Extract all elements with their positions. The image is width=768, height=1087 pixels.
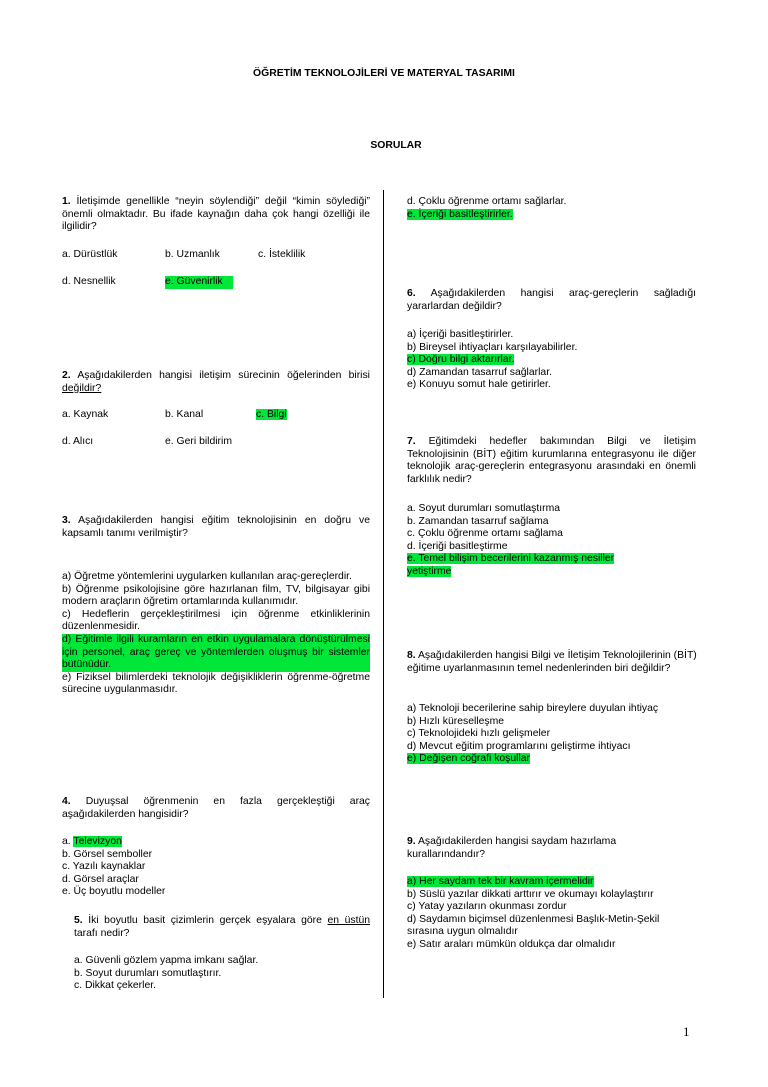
question-text: Aşağıdakilerden hangisi iletişim sürecinin öğelerinden birisi [77,370,370,381]
question-7 [407,436,696,486]
q8-options [407,703,707,766]
question-text: Aşağıdakilerden hangisi araç-gereçlerin sağladığı yararlardan değildir? [407,288,696,312]
q9-option-d: d) Saydamın biçimsel düzenlenmesi Başlık-Metin-Şekil sırasına uygun olmalıdır [407,913,660,938]
question-number: 1. [62,196,71,207]
q8-option-a: a) Teknoloji becerilerine sahip bireylere duyulan ihtiyaç [407,703,659,714]
q1-option-d: d. Nesnellik [62,276,116,287]
question-text: İki boyutlu basit çizimlerin gerçek eşyalara göre [88,915,328,926]
q7-option-a: a. Soyut durumları somutlaştırma [407,503,561,514]
q4-option-a: a. Televizyon [62,836,122,847]
q2-option-d: d. Alıcı [62,436,94,447]
q8-option-e: e) Değişen coğrafi koşullar [407,753,531,765]
question-number: 8. [407,650,416,661]
q7-option-d: d. İçeriği basitleştirme [407,540,508,552]
q6-option-b: b) Bireysel ihtiyaçları karşılayabilirler. [407,341,578,353]
answer-highlight: e. Güvenirlik [165,276,233,289]
column-divider [383,190,384,998]
question-1 [62,196,370,234]
q7-option-c: c. Çoklu öğrenme ortamı sağlama [407,528,563,540]
question-8 [407,650,697,675]
q8-option-b: b) Hızlı küreselleşme [407,715,505,727]
question-3 [62,515,370,540]
question-text: Aşağıdakilerden hangisi saydam hazırlama kurallarındandır? [407,836,617,860]
q5-option-e: e. İçeriği basitleştirirler. [407,208,513,220]
q8-option-d: d) Mevcut eğitim programlarını geliştirme ihtiyacı [407,740,631,752]
q5-option-b: b. Soyut durumları somutlaştırır. [74,967,222,979]
q6-option-e: e) Konuyu somut hale getirirler. [407,379,551,391]
question-text: Aşağıdakilerden hangisi Bilgi ve İletişim Teknolojilerinin (BİT) eğitime uyarlanmasının temel nedenlerinden biri değildir? [407,650,697,674]
q7-option-b: b. Zamandan tasarruf sağlama [407,515,549,527]
document-title: ÖĞRETİM TEKNOLOJİLERİ VE MATERYAL TASARIMI [253,68,515,79]
question-text: İletişimde genellikle “neyin söylendiği” değil “kimin söylediği” önemli olmaktadır. Bu ifade kaynağın daha çok hangi özelliği ile ilgilidir? [62,196,371,233]
q3-options [62,571,370,697]
question-text: Aşağıdakilerden hangisi eğitim teknolojisinin en doğru ve kapsamlı tanımı verilmiştir? [62,515,370,539]
q2-option-a: a. Kaynak [62,409,109,420]
q9-options [407,876,697,952]
q5-option-c: c. Dikkat çekerler. [74,980,156,992]
q7-option-e: e. Temel bilişim becerilerini kazanmış nesiller yetiştirme [407,553,615,577]
q4-option-c: c. Yazılı kaynaklar [62,861,146,873]
q4-option-e: e. Üç boyutlu modeller [62,886,166,898]
q3-option-b: b) Öğrenme psikolojisine göre hazırlanan film, TV, bilgisayar gibi modern araçların öğretim ortamlarında kullanımıdır. [62,583,370,608]
q1-option-c: c. İsteklilik [258,249,306,260]
question-text-underlined: değildir? [62,382,102,394]
question-6 [407,288,696,313]
q3-option-c: c) Hedeflerin gerçekleştirilmesi için öğrenme etkinliklerinin düzenlenmesidir. [62,608,370,633]
q6-option-d: d) Zamandan tasarruf sağlarlar. [407,366,552,378]
q6-option-a: a) İçeriği basitleştirirler. [407,329,514,340]
q1-option-b: b. Uzmanlık [165,249,220,260]
question-text: Duyuşsal öğrenmenin en fazla gerçekleştiği araç aşağıdakilerden hangisidir? [62,796,371,820]
q6-option-c: c) Doğru bilgi aktarırlar. [407,354,515,366]
question-number: 9. [407,836,416,847]
q8-option-c: c) Teknolojideki hızlı gelişmeler [407,728,551,740]
question-number: 7. [407,436,416,447]
q9-option-c: c) Yatay yazıların okunması zordur [407,901,567,913]
question-number: 2. [62,370,71,381]
q5-options-continued [407,196,566,221]
q4-options [62,836,370,899]
q1-option-e [165,276,233,289]
q3-option-a: a) Öğretme yöntemlerini uygularken kullanılan araç-gereçlerdir. [62,571,352,582]
q9-option-b: b) Süslü yazılar dikkati arttırır ve okumayı kolaylaştırır [407,888,654,900]
q4-option-b: b. Görsel semboller [62,848,153,860]
answer-highlight: Televizyon [73,836,122,847]
q5-options [74,955,258,993]
q2-option-c: c. Bilgi [256,409,287,420]
q9-option-e: e) Satır araları mümkün oldukça dar olmalıdır [407,938,616,950]
page-number: 1 [683,1024,690,1039]
q5-option-d: d. Çoklu öğrenme ortamı sağlarlar. [407,196,567,207]
q6-options [407,329,696,392]
question-number: 3. [62,515,71,526]
question-number: 4. [62,796,71,807]
q4-option-d: d. Görsel araçlar [62,873,139,885]
section-title: SORULAR [370,140,422,151]
question-2 [62,370,370,395]
question-number: 6. [407,288,416,299]
q3-option-e: e) Fiziksel bilimlerdeki teknolojik değişikliklerin öğrenme-öğretme sürecine uygulanmasıdır. [62,671,370,696]
question-text: Eğitimdeki hedefler bakımından Bilgi ve İletişim Teknolojisinin (BİT) eğitim kurumlarına entegrasyonu ile diğer teknolojik araç-gereçlerin entegrasyonu arasındaki en önemli farklılık nedir? [407,436,696,485]
q7-options [407,503,696,579]
q2-option-b: b. Kanal [165,409,204,420]
question-number: 5. [74,915,83,926]
question-5: 5. İki boyutlu basit çizimlerin gerçek eşyalara göre en üstün tarafı nedir? [74,915,371,939]
q5-option-a: a. Güvenli gözlem yapma imkanı sağlar. [74,955,259,966]
question-9 [407,836,647,861]
q2-option-e: e. Geri bildirim [165,436,232,447]
question-4 [62,796,370,821]
q3-option-d: d) Eğitimle ilgili kuramların en etkin uygulamalara dönüştürülmesi için personel, araç gereç ve yöntemlerden oluşmuş bir sistemler bütünüdür. [62,633,370,671]
q1-option-a: a. Dürüstlük [62,249,118,260]
q9-option-a: a) Her saydam tek bir kavram içermelidir [407,876,594,887]
question-text-underlined: en üstün [327,915,371,926]
